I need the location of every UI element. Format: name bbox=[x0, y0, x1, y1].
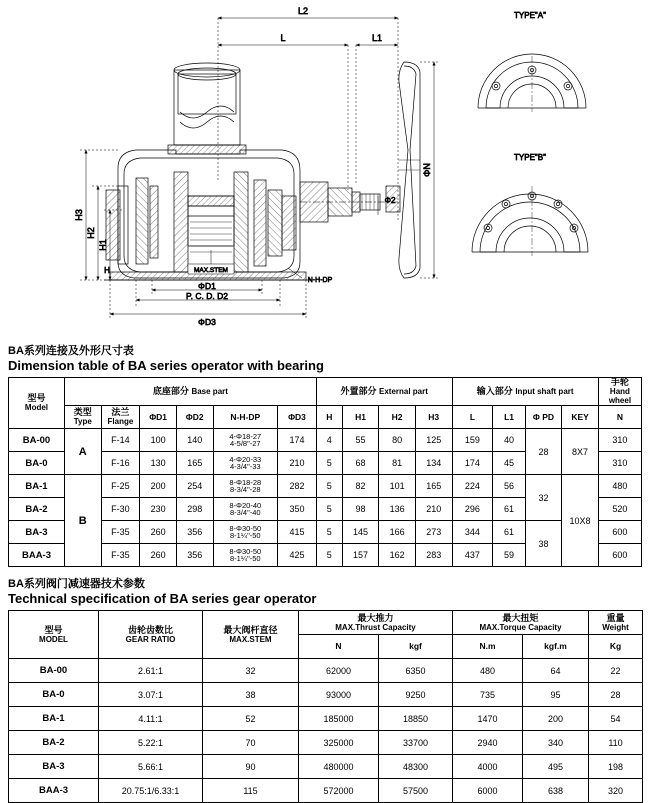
cell-d3: 210 bbox=[278, 452, 317, 475]
cell-h2: 166 bbox=[379, 521, 416, 544]
cell-l1: 40 bbox=[493, 429, 525, 452]
cell-l: 224 bbox=[452, 475, 493, 498]
cell-d2: 356 bbox=[176, 521, 213, 544]
cell-n: 520 bbox=[598, 498, 641, 521]
label-nhdp: N-H-DP bbox=[307, 277, 333, 284]
cell-thrust-kgf: 33700 bbox=[379, 731, 453, 755]
cell-h: 4 bbox=[316, 429, 342, 452]
cell-key: 8X7 bbox=[562, 429, 599, 475]
cell-pd: 38 bbox=[525, 521, 562, 567]
cell-n: 600 bbox=[598, 521, 641, 544]
cell-nhdp: 8-Φ30-50 8-1¼"-50 bbox=[213, 521, 278, 544]
spec-header-groups bbox=[9, 611, 643, 635]
cell-d2: 140 bbox=[176, 429, 213, 452]
header-pd: Φ PD bbox=[525, 406, 562, 429]
cell-h1: 145 bbox=[342, 521, 379, 544]
cell-model: BA-3 bbox=[9, 755, 99, 779]
header-d3: ΦD3 bbox=[278, 406, 317, 429]
cell-nhdp: 4-Φ18-27 4-5/8"-27 bbox=[213, 429, 278, 452]
type-a-detail bbox=[478, 11, 586, 112]
cell-h: 5 bbox=[316, 544, 342, 567]
cell-d1: 260 bbox=[140, 544, 177, 567]
header-hand-wheel: 手轮 Hand wheel bbox=[598, 378, 641, 406]
cell-model: BA-1 bbox=[9, 707, 99, 731]
cell-thrust-n: 93000 bbox=[299, 683, 379, 707]
cell-h1: 55 bbox=[342, 429, 379, 452]
table-header-groups bbox=[9, 378, 642, 406]
cell-torque-kgfm: 638 bbox=[523, 779, 589, 803]
cell-ratio: 5.66:1 bbox=[99, 755, 203, 779]
cell-d3: 174 bbox=[278, 429, 317, 452]
cell-model: BA-00 bbox=[9, 429, 65, 452]
dim-label-phid1: ΦD1 bbox=[198, 281, 216, 291]
cell-ratio: 3.07:1 bbox=[99, 683, 203, 707]
dim-label-l1: L1 bbox=[371, 33, 383, 43]
cell-type: A bbox=[64, 429, 101, 475]
table-header-subs bbox=[9, 406, 642, 429]
dim-label-phi2: Φ2 bbox=[384, 196, 396, 205]
cell-torque-nm: 4000 bbox=[453, 755, 523, 779]
header-weight: 重量 Weight bbox=[589, 611, 643, 635]
cell-d3: 350 bbox=[278, 498, 317, 521]
header-thrust-n: N bbox=[299, 635, 379, 659]
cell-torque-nm: 1470 bbox=[453, 707, 523, 731]
header-l1: L1 bbox=[493, 406, 525, 429]
cell-l: 437 bbox=[452, 544, 493, 567]
cell-nhdp: 8-Φ18-28 8-3/4"-28 bbox=[213, 475, 278, 498]
cell-h3: 134 bbox=[415, 452, 452, 475]
cell-h3: 273 bbox=[415, 521, 452, 544]
header-torque: 最大扭矩 MAX.Torque Capacity bbox=[453, 611, 589, 635]
cell-l: 174 bbox=[452, 452, 493, 475]
header-thrust: 最大推力 MAX.Thrust Capacity bbox=[299, 611, 453, 635]
cell-l1: 59 bbox=[493, 544, 525, 567]
cell-d2: 356 bbox=[176, 544, 213, 567]
cell-h3: 283 bbox=[415, 544, 452, 567]
cell-model: BA-2 bbox=[9, 498, 65, 521]
cell-weight: 110 bbox=[589, 731, 643, 755]
gear-operator-drawing bbox=[0, 0, 650, 340]
cell-weight: 22 bbox=[589, 659, 643, 683]
dim-label-h1: H1 bbox=[98, 239, 108, 251]
section2-title-en: Technical specification of BA series gear operator bbox=[8, 591, 317, 607]
input-shaft bbox=[300, 182, 398, 222]
type-b-detail bbox=[472, 153, 588, 256]
dim-label-phid3: ΦD3 bbox=[198, 317, 216, 327]
cell-h3: 165 bbox=[415, 475, 452, 498]
cell-key: 10X8 bbox=[562, 475, 599, 567]
cell-ratio: 2.61:1 bbox=[99, 659, 203, 683]
gearbox-body bbox=[104, 150, 312, 280]
cell-ratio: 5.22:1 bbox=[99, 731, 203, 755]
cell-stem: 70 bbox=[203, 731, 299, 755]
cell-d1: 230 bbox=[140, 498, 177, 521]
cell-weight: 28 bbox=[589, 683, 643, 707]
header-flange: 法兰 Flange bbox=[101, 406, 140, 429]
cell-h1: 82 bbox=[342, 475, 379, 498]
header-key: KEY bbox=[562, 406, 599, 429]
cell-l: 344 bbox=[452, 521, 493, 544]
cell-thrust-n: 480000 bbox=[299, 755, 379, 779]
cell-n: 310 bbox=[598, 452, 641, 475]
header-nhdp: N-H-DP bbox=[213, 406, 278, 429]
dim-label-h3: H3 bbox=[74, 209, 84, 221]
cell-flange: F-35 bbox=[101, 544, 140, 567]
cell-torque-nm: 735 bbox=[453, 683, 523, 707]
technical-drawing bbox=[0, 0, 650, 340]
cell-h: 5 bbox=[316, 521, 342, 544]
section-dimension-table bbox=[0, 342, 650, 567]
header-torque-nm: N.m bbox=[453, 635, 523, 659]
cell-l1: 61 bbox=[493, 521, 525, 544]
cell-torque-nm: 2940 bbox=[453, 731, 523, 755]
cell-l1: 56 bbox=[493, 475, 525, 498]
table-row bbox=[9, 475, 642, 498]
cell-weight: 320 bbox=[589, 779, 643, 803]
header-weight-unit: Kg bbox=[589, 635, 643, 659]
cell-torque-kgfm: 95 bbox=[523, 683, 589, 707]
svg-text:TYPE"B": TYPE"B" bbox=[514, 153, 546, 162]
cell-h1: 98 bbox=[342, 498, 379, 521]
header-type: 类型 Type bbox=[64, 406, 101, 429]
cell-n: 480 bbox=[598, 475, 641, 498]
dim-label-phin: ΦN bbox=[422, 163, 432, 177]
cell-n: 600 bbox=[598, 544, 641, 567]
cell-d3: 415 bbox=[278, 521, 317, 544]
header-model: 型号 MODEL bbox=[9, 611, 99, 659]
header-h: H bbox=[316, 406, 342, 429]
table-row bbox=[9, 779, 643, 803]
cell-d2: 254 bbox=[176, 475, 213, 498]
cell-thrust-n: 325000 bbox=[299, 731, 379, 755]
cell-torque-kgfm: 340 bbox=[523, 731, 589, 755]
header-max-stem: 最大阀杆直径 MAX.STEM bbox=[203, 611, 299, 659]
cell-stem: 115 bbox=[203, 779, 299, 803]
section1-title-cn: BA系列连接及外形尺寸表 bbox=[8, 345, 134, 357]
header-model: 型号 Model bbox=[9, 378, 65, 429]
cell-stem: 38 bbox=[203, 683, 299, 707]
header-gear-ratio: 齿轮齿数比 GEAR RATIO bbox=[99, 611, 203, 659]
dim-label-h: H bbox=[104, 266, 110, 275]
cell-thrust-kgf: 9250 bbox=[379, 683, 453, 707]
table-row bbox=[9, 755, 643, 779]
cell-d3: 282 bbox=[278, 475, 317, 498]
cell-ratio: 4.11:1 bbox=[99, 707, 203, 731]
header-h3: H3 bbox=[415, 406, 452, 429]
cell-h2: 81 bbox=[379, 452, 416, 475]
cell-d1: 100 bbox=[140, 429, 177, 452]
header-n: N bbox=[598, 406, 641, 429]
cell-model: BA-3 bbox=[9, 521, 65, 544]
cell-thrust-n: 572000 bbox=[299, 779, 379, 803]
cell-h1: 157 bbox=[342, 544, 379, 567]
cell-thrust-kgf: 48300 bbox=[379, 755, 453, 779]
cell-thrust-n: 62000 bbox=[299, 659, 379, 683]
section1-title-en: Dimension table of BA series operator with bearing bbox=[8, 358, 324, 373]
cell-d2: 298 bbox=[176, 498, 213, 521]
cell-thrust-kgf: 18850 bbox=[379, 707, 453, 731]
cell-flange: F-16 bbox=[101, 452, 140, 475]
cell-model: BA-00 bbox=[9, 659, 99, 683]
cell-h: 5 bbox=[316, 452, 342, 475]
cell-torque-nm: 480 bbox=[453, 659, 523, 683]
cell-model: BA-0 bbox=[9, 683, 99, 707]
header-torque-kgfm: kgf.m bbox=[523, 635, 589, 659]
table-row bbox=[9, 429, 642, 452]
cell-flange: F-14 bbox=[101, 429, 140, 452]
cell-weight: 54 bbox=[589, 707, 643, 731]
svg-text:TYPE"A": TYPE"A" bbox=[514, 11, 546, 20]
cell-thrust-kgf: 6350 bbox=[379, 659, 453, 683]
dim-label-l: L bbox=[280, 33, 286, 43]
cell-h3: 210 bbox=[415, 498, 452, 521]
dimension-table bbox=[8, 377, 642, 567]
header-external-part: 外置部分 External part bbox=[316, 378, 452, 406]
dim-label-h2: H2 bbox=[86, 227, 96, 239]
table-row bbox=[9, 521, 642, 544]
cell-ratio: 20.75:1/6.33:1 bbox=[99, 779, 203, 803]
cell-h2: 136 bbox=[379, 498, 416, 521]
header-d2: ΦD2 bbox=[176, 406, 213, 429]
cell-d1: 130 bbox=[140, 452, 177, 475]
header-h2: H2 bbox=[379, 406, 416, 429]
cell-h2: 80 bbox=[379, 429, 416, 452]
cell-d1: 260 bbox=[140, 521, 177, 544]
cell-d1: 200 bbox=[140, 475, 177, 498]
cell-pd: 32 bbox=[525, 475, 562, 521]
cell-l: 296 bbox=[452, 498, 493, 521]
table-row bbox=[9, 707, 643, 731]
cell-thrust-n: 185000 bbox=[299, 707, 379, 731]
stem-housing bbox=[168, 63, 246, 154]
cell-model: BA-0 bbox=[9, 452, 65, 475]
cell-h: 5 bbox=[316, 475, 342, 498]
cell-stem: 90 bbox=[203, 755, 299, 779]
table-row bbox=[9, 731, 643, 755]
cell-l: 159 bbox=[452, 429, 493, 452]
header-thrust-kgf: kgf bbox=[379, 635, 453, 659]
cell-nhdp: 8-Φ30-50 8-1¼"-50 bbox=[213, 544, 278, 567]
cell-torque-nm: 6000 bbox=[453, 779, 523, 803]
header-input-shaft-part: 输入部分 Input shaft part bbox=[452, 378, 598, 406]
dimension-L bbox=[218, 45, 398, 190]
cell-h3: 125 bbox=[415, 429, 452, 452]
table-row bbox=[9, 683, 643, 707]
header-d1: ΦD1 bbox=[140, 406, 177, 429]
spec-table bbox=[8, 610, 643, 803]
cell-h2: 101 bbox=[379, 475, 416, 498]
cell-model: BAA-3 bbox=[9, 544, 65, 567]
dim-label-pcd: P. C. D. D2 bbox=[186, 291, 228, 301]
cell-model: BA-1 bbox=[9, 475, 65, 498]
cell-torque-kgfm: 495 bbox=[523, 755, 589, 779]
cell-d3: 425 bbox=[278, 544, 317, 567]
cell-stem: 32 bbox=[203, 659, 299, 683]
cell-nhdp: 4-Φ20-33 4-3/4"-33 bbox=[213, 452, 278, 475]
header-l: L bbox=[452, 406, 493, 429]
cell-l1: 61 bbox=[493, 498, 525, 521]
label-max-stem: MAX.STEM bbox=[194, 267, 228, 274]
cell-weight: 198 bbox=[589, 755, 643, 779]
cell-flange: F-35 bbox=[101, 521, 140, 544]
cell-h: 5 bbox=[316, 498, 342, 521]
table-row bbox=[9, 659, 643, 683]
header-h1: H1 bbox=[342, 406, 379, 429]
cell-d2: 165 bbox=[176, 452, 213, 475]
cell-model: BAA-3 bbox=[9, 779, 99, 803]
dim-label-l2: L2 bbox=[297, 6, 309, 16]
cell-l1: 45 bbox=[493, 452, 525, 475]
section2-title-cn: BA系列阀门减速器技术参数 bbox=[8, 578, 145, 591]
cell-stem: 52 bbox=[203, 707, 299, 731]
cell-flange: F-30 bbox=[101, 498, 140, 521]
cell-torque-kgfm: 200 bbox=[523, 707, 589, 731]
cell-thrust-kgf: 57500 bbox=[379, 779, 453, 803]
cell-h2: 162 bbox=[379, 544, 416, 567]
cell-model: BA-2 bbox=[9, 731, 99, 755]
cell-nhdp: 8-Φ20-40 8-3/4"-40 bbox=[213, 498, 278, 521]
hand-wheel bbox=[386, 62, 420, 278]
cell-torque-kgfm: 64 bbox=[523, 659, 589, 683]
cell-flange: F-25 bbox=[101, 475, 140, 498]
cell-n: 310 bbox=[598, 429, 641, 452]
cell-type: B bbox=[64, 475, 101, 567]
cell-h1: 68 bbox=[342, 452, 379, 475]
header-base-part: 底座部分 Base part bbox=[64, 378, 316, 406]
cell-pd: 28 bbox=[525, 429, 562, 475]
